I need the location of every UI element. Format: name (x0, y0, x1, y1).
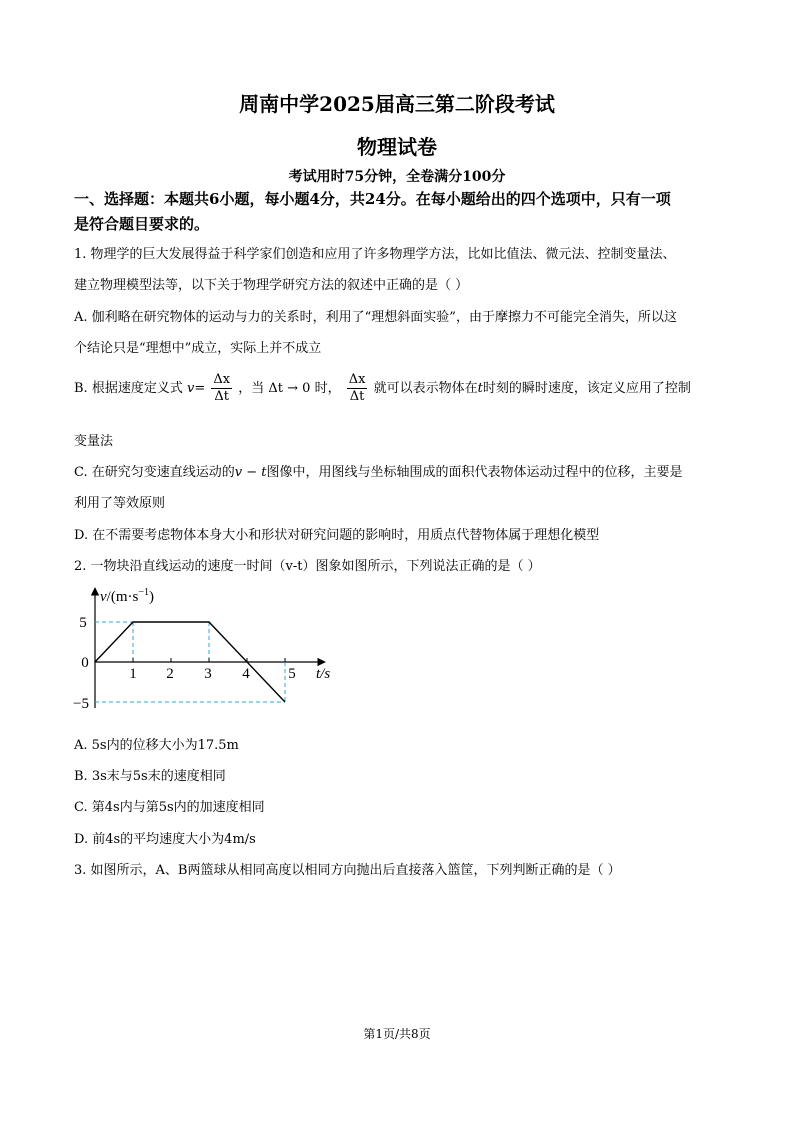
y-axis-label-var: v (100, 589, 107, 605)
time-symbol: t (477, 381, 483, 396)
page-footer: 第1页/共8页 (363, 1027, 431, 1041)
q1-option-b-text3: 时， (314, 381, 341, 396)
fraction-dx-dt-2 (347, 372, 368, 405)
fraction-numerator: Δx (348, 372, 366, 387)
q2-option-a: A. 5s内的位移大小为17.5m (74, 738, 239, 753)
exam-title: 周南中学2025届高三第二阶段考试 (239, 92, 555, 116)
q1-option-c-line2: 利用了等效原则 (74, 496, 166, 511)
x-tick-label-4: 4 (242, 666, 250, 682)
q1-stem-line2: 建立物理模型法等，以下关于物理学研究方法的叙述中正确的是（ ） (74, 278, 469, 293)
q1-option-b-line2: 变量法 (74, 434, 114, 449)
y-axis-label-unit: /(m·s (106, 589, 139, 605)
q1-option-b-text2: ，当 (238, 381, 265, 396)
x-tick-label-5: 5 (288, 666, 296, 682)
q1-option-c-text2: 图像中，用图线与坐标轴围成的面积代表物体运动过程中的位移，主要是 (266, 465, 683, 480)
q2-option-b: B. 3s末与5s末的速度相同 (74, 769, 226, 784)
section1-heading-line1: 一、选择题：本题共6小题，每小题4分，共24分。在每小题给出的四个选项中，只有一项 (74, 190, 671, 208)
q1-option-b-text1: B. 根据速度定义式 (74, 381, 183, 396)
q1-option-a-line2: 个结论只是“理想中”成立，实际上并不成立 (74, 341, 322, 356)
fraction-dx-dt (211, 372, 232, 405)
section1-heading-line2: 是符合题目要求的。 (74, 215, 210, 233)
y-axis-label-close: ) (148, 589, 154, 605)
x-axis-label: t/s (316, 666, 331, 682)
q1-option-d: D. 在不需要考虑物体本身大小和形状对研究问题的影响时，用质点代替物体属于理想化模型 (74, 528, 600, 543)
x-tick-label-1: 1 (129, 666, 137, 682)
fraction-denominator: Δt (214, 389, 230, 404)
q1-option-b-text4: 就可以表示物体在 (373, 381, 478, 396)
q1-option-a-line1: A. 伽利略在研究物体的运动与力的关系时，利用了“理想斜面实验”，由于摩擦力不可能完全消失，所以这 (74, 310, 677, 325)
q2-option-d: D. 前4s的平均速度大小为4m/s (74, 832, 256, 847)
y-tick-label-5: 5 (79, 615, 87, 631)
y-axis-label (100, 587, 154, 605)
q1-option-b-line1 (74, 372, 734, 405)
q2-option-c: C. 第4s内与第5s内的加速度相同 (74, 800, 265, 815)
q1-option-b-text5: 时刻的瞬时速度，该定义应用了控制 (482, 381, 691, 396)
subject-title: 物理试卷 (357, 135, 437, 159)
equals-sign: = (194, 381, 206, 396)
q1-stem-line1: 1. 物理学的巨大发展得益于科学家们创造和应用了许多物理学方法，比如比值法、微元法、控制变量法、 (74, 247, 676, 262)
fraction-numerator: Δx (213, 372, 231, 387)
q2-stem: 2. 一物块沿直线运动的速度一时间（v-t）图象如图所示，下列说法正确的是（ ） (74, 559, 541, 574)
q1-option-c-text1: C. 在研究匀变速直线运动的 (74, 465, 235, 480)
x-tick-label-2: 2 (166, 666, 174, 682)
velocity-symbol: v (186, 381, 195, 396)
q1-option-c-line1 (74, 461, 734, 480)
exam-info: 考试用时75分钟，全卷满分100分 (288, 169, 506, 185)
y-tick-label-neg5: −5 (73, 696, 89, 712)
vt-graph (70, 580, 340, 715)
x-tick-label-3: 3 (204, 666, 212, 682)
vt-symbol: v − t (234, 465, 267, 480)
q3-stem: 3. 如图所示，A、B两篮球从相同高度以相同方向抛出后直接落入篮筐，下列判断正确的是（ ） (74, 863, 621, 878)
fraction-denominator: Δt (349, 389, 365, 404)
y-axis-label-exp: −1 (138, 587, 149, 598)
section1-heading (74, 187, 734, 237)
y-tick-label-0: 0 (81, 655, 89, 671)
limit-expression: Δt → 0 (268, 381, 311, 396)
